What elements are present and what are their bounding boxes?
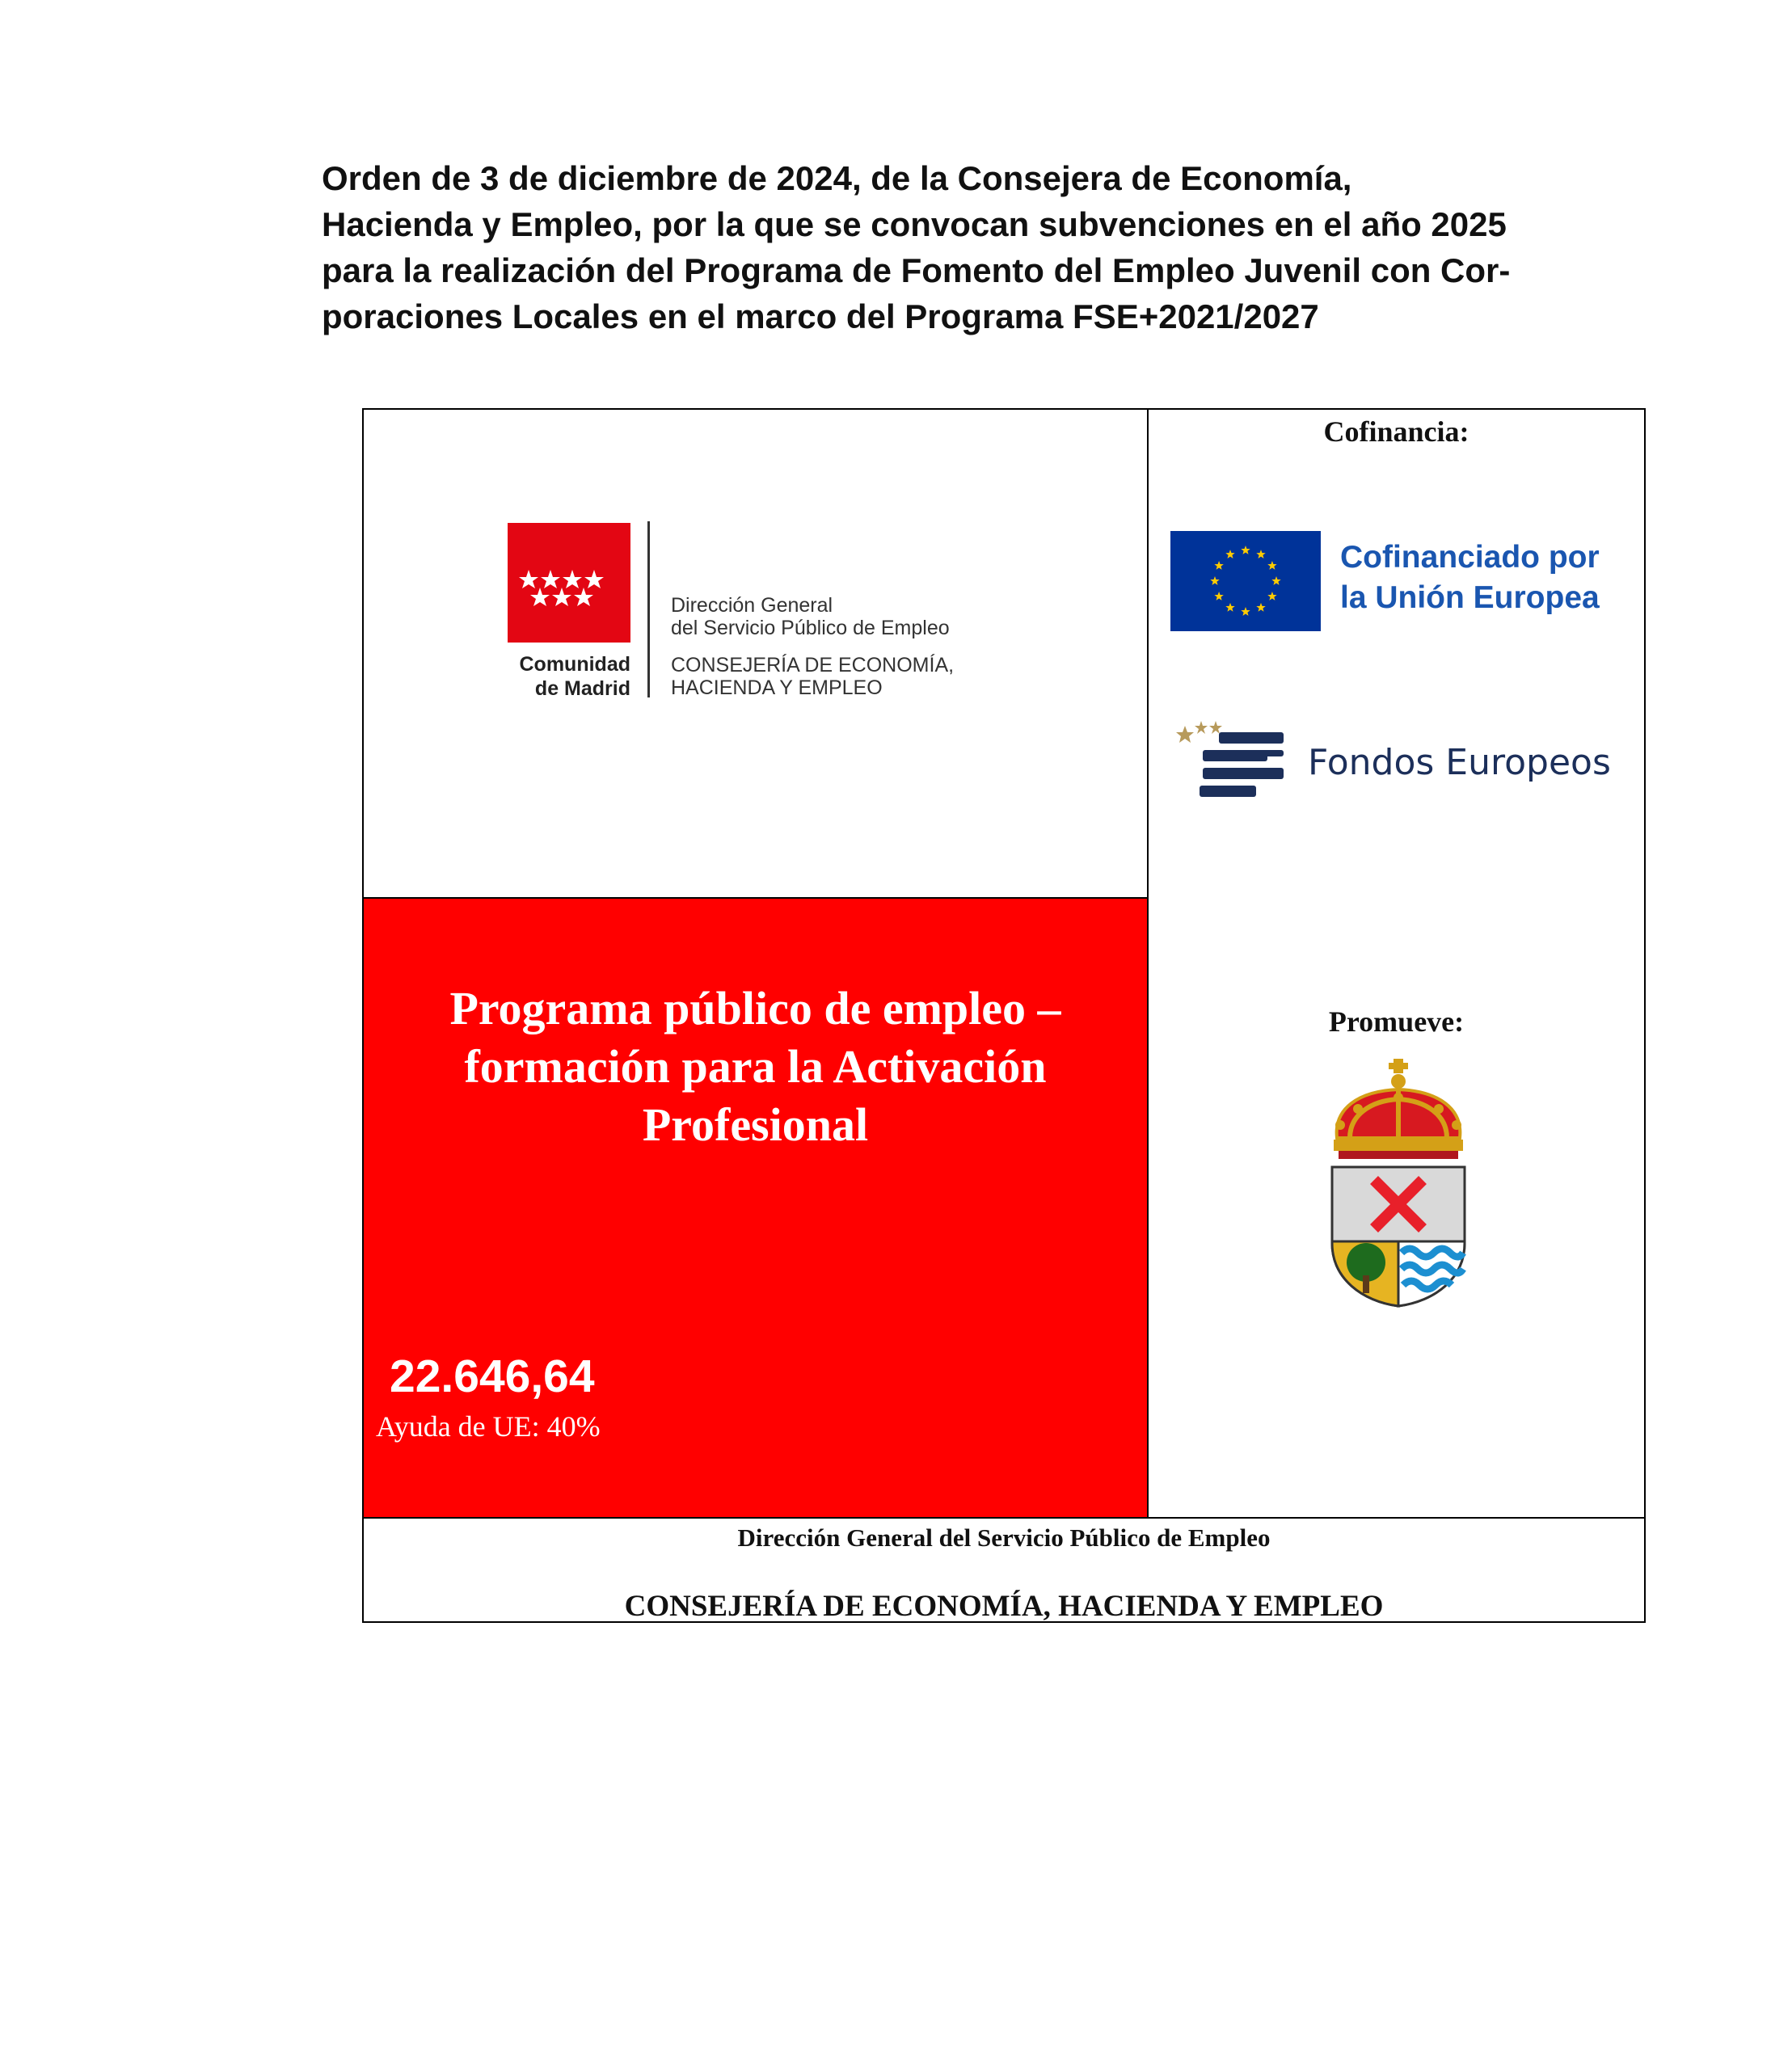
eu-star-icon: [1210, 576, 1219, 585]
fondos-europeos-text: Fondos Europeos: [1308, 742, 1611, 783]
order-heading: [322, 155, 1680, 339]
program-title: Programa público de empleo – formación para la Activación Profesional: [449, 982, 1061, 1151]
eu-star-icon: [1256, 603, 1265, 612]
eu-aid-percentage: Ayuda de UE: 40%: [376, 1410, 601, 1443]
eu-star-icon: [1225, 603, 1234, 612]
eu-star-icon: [1271, 576, 1280, 585]
heading-line-1: Orden de 3 de diciembre de 2024, de la Consejera de Economía,: [322, 159, 1352, 197]
eu-star-icon: [1256, 550, 1265, 558]
eu-star-icon: [1241, 607, 1250, 616]
footer-consejeria: CONSEJERÍA DE ECONOMÍA, HACIENDA Y EMPLEO: [624, 1590, 1384, 1623]
fondos-europeos-icon: [1170, 718, 1292, 805]
eu-star-icon: [1267, 592, 1276, 600]
heading-line-2: Hacienda y Empleo, por la que se convocan subvenciones en el año 2025: [322, 205, 1507, 243]
footer-direccion-general: Dirección General del Servicio Público de Empleo: [737, 1523, 1271, 1552]
eu-flag-icon: [1170, 531, 1321, 631]
program-panel: [364, 899, 1147, 1517]
footer-divider: [362, 1517, 1646, 1519]
heading-line-3: para la realización del Programa de Fomento del Empleo Juvenil con Cor-: [322, 251, 1511, 289]
eu-star-icon: [1241, 546, 1250, 554]
madrid-flag-icon: [508, 523, 630, 643]
madrid-logo-divider: [647, 521, 650, 697]
heading-line-4: poraciones Locales en el marco del Programa FSE+2021/2027: [322, 297, 1319, 335]
comunidad-madrid-logo: [508, 521, 1009, 699]
cofinancia-label: Cofinancia:: [1323, 415, 1469, 448]
eu-star-icon: [1267, 561, 1276, 570]
eu-star-icon: [1214, 561, 1223, 570]
eu-cofinanced-text: Cofinanciado por la Unión Europea: [1340, 540, 1600, 615]
municipal-coat-of-arms-icon: [1326, 1059, 1471, 1311]
eu-star-icon: [1225, 550, 1234, 558]
program-amount: 22.646,64: [390, 1351, 595, 1402]
column-divider: [1147, 408, 1149, 1519]
madrid-logo-name: Comunidad de Madrid: [519, 653, 630, 700]
promueve-label: Promueve:: [1328, 1005, 1465, 1038]
madrid-logo-text: Dirección General del Servicio Público de Empleo CONSEJERÍA DE ECONOMÍA, HACIENDA Y EMPLEO: [671, 594, 955, 699]
eu-star-icon: [1214, 592, 1223, 600]
